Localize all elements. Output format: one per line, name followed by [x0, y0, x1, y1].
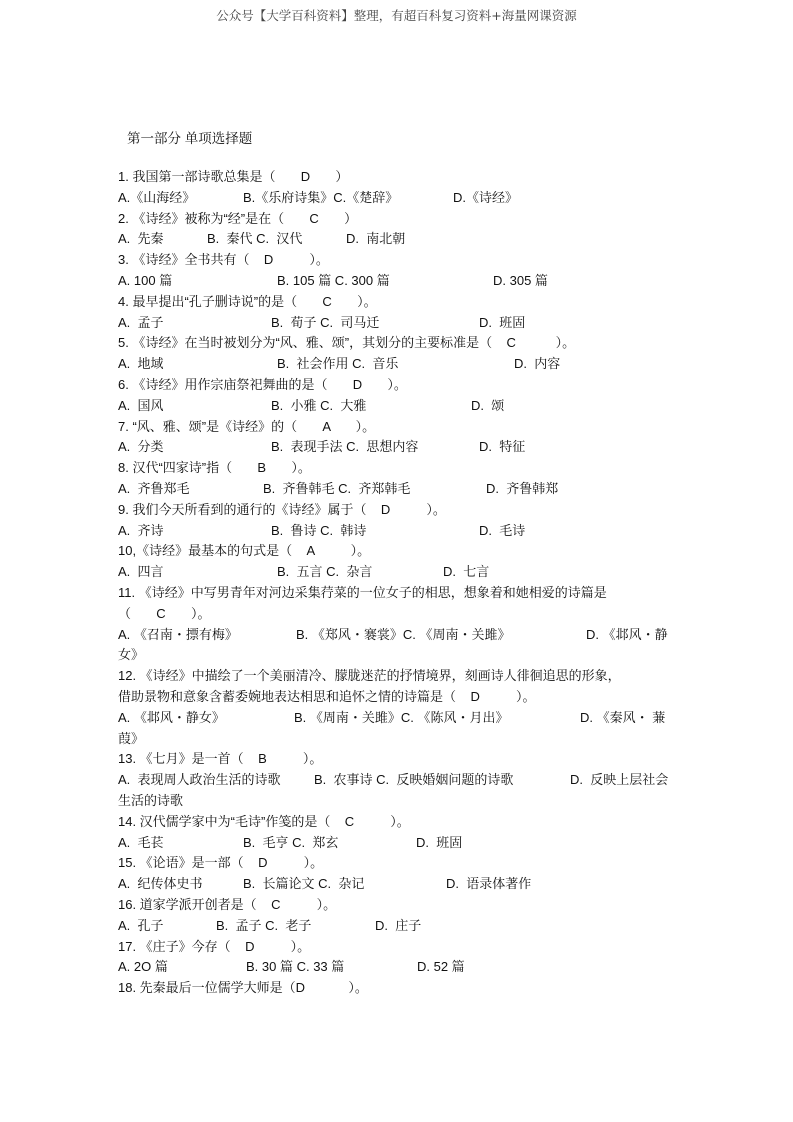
- answer-options: A. 地域: [118, 356, 164, 372]
- question-stem: 9. 我们今天所看到的通行的《诗经》属于（ D ）。: [118, 501, 446, 517]
- answer-options: A. 国风: [118, 397, 164, 413]
- question-stem: 12. 《诗经》中描绘了一个美丽清冷、朦胧迷茫的抒情境界，刻画诗人徘徊追思的形象，: [118, 668, 621, 684]
- section-title: 第一部分 单项选择题: [127, 131, 253, 146]
- answer-options: A. 100 篇: [118, 273, 173, 288]
- answer-options: B. 五言 C. 杂言: [277, 564, 373, 580]
- answer-options: D. 庄子: [375, 917, 422, 933]
- answer-options: A. 《邶风・静女》: [118, 709, 225, 725]
- question-stem: 17. 《庄子》今存（ D ）。: [118, 938, 311, 954]
- answer-options: D. 《邶风・静: [586, 626, 668, 642]
- answer-options: D. 305 篇: [493, 273, 548, 288]
- answer-options: A. 毛苌: [118, 834, 164, 850]
- answer-options: A. 孔子: [118, 917, 164, 933]
- answer-options: B.《乐府诗集》C.《楚辞》: [243, 189, 399, 205]
- answer-options: D.《诗经》: [453, 189, 519, 205]
- answer-options: D. 颂: [471, 397, 505, 413]
- answer-options: D. 班固: [479, 314, 526, 330]
- answer-options: D. 语录体著作: [446, 876, 532, 892]
- answer-options: A. 《召南・摽有梅》: [118, 626, 238, 642]
- answer-options: D. 七言: [443, 564, 490, 580]
- answer-options: A. 齐诗: [118, 522, 164, 538]
- answer-options: A. 四言: [118, 564, 164, 580]
- question-stem: 10,《诗经》最基本的句式是（ A ）。: [118, 543, 371, 559]
- answer-options: D. 52 篇: [417, 959, 465, 975]
- answer-options: D. 班固: [416, 834, 463, 850]
- answer-options: D. 毛诗: [479, 522, 526, 538]
- question-stem: 13. 《七月》是一首（ B ）。: [118, 751, 323, 767]
- question-stem: 1. 我国第一部诗歌总集是（ D ）: [118, 169, 349, 184]
- answer-options: B. 小雅 C. 大雅: [271, 397, 367, 413]
- question-stem: 7. “风、雅、颂”是《诗经》的（ A ）。: [118, 418, 376, 434]
- answer-options: A. 先秦: [118, 231, 164, 247]
- answer-options: A. 2O 篇: [118, 959, 168, 975]
- answer-options: B. 农事诗 C. 反映婚姻问题的诗歌: [314, 772, 514, 788]
- answer-options: B. 105 篇 C. 300 篇: [277, 273, 390, 288]
- answer-options: B. 长篇论文 C. 杂记: [243, 876, 365, 892]
- question-stem: 18. 先秦最后一位儒学大师是（D ）。: [118, 980, 368, 996]
- answer-options: D. 内容: [514, 356, 561, 372]
- answer-options: B. 表现手法 C. 思想内容: [271, 439, 419, 455]
- answer-options: A. 孟子: [118, 314, 164, 330]
- answer-options: A. 纪传体史书: [118, 876, 203, 892]
- question-stem: 16. 道家学派开创者是（ C ）。: [118, 897, 337, 912]
- answer-options: B. 荀子 C. 司马迁: [271, 314, 380, 330]
- question-stem: 15. 《论语》是一部（ D ）。: [118, 855, 324, 871]
- answer-options: D. 特征: [479, 439, 526, 455]
- answer-option-continued: 女》: [118, 647, 145, 663]
- answer-options: D. 反映上层社会: [570, 772, 669, 788]
- answer-options: B. 秦代 C. 汉代: [207, 231, 303, 247]
- answer-options: A. 齐鲁郑毛: [118, 481, 190, 496]
- question-stem: 3. 《诗经》全书共有（ D ）。: [118, 252, 329, 268]
- question-stem: 11. 《诗经》中写男青年对河边采集荇菜的一位女子的相思，想象着和她相爱的诗篇是: [118, 585, 607, 600]
- question-stem: 2. 《诗经》被称为“经”是在（ C ）: [118, 210, 358, 226]
- answer-options: B. 30 篇 C. 33 篇: [246, 959, 345, 975]
- answer-options: B. 鲁诗 C. 韩诗: [271, 522, 367, 538]
- answer-options: B. 《周南・关雎》C. 《陈风・月出》: [294, 709, 509, 725]
- answer-options: D. 南北朝: [346, 231, 406, 247]
- answer-options: B. 孟子 C. 老子: [216, 917, 312, 933]
- answer-options: B. 社会作用 C. 音乐: [277, 356, 399, 372]
- answer-options: B. 《郑风・褰裳》C. 《周南・关雎》: [296, 626, 511, 642]
- answer-options: D. 齐鲁韩郑: [486, 481, 559, 496]
- answer-options: D. 《秦风・ 蒹: [580, 709, 666, 725]
- answer-option-continued: 生活的诗歌: [118, 793, 184, 808]
- answer-options: B. 毛亨 C. 郑玄: [243, 834, 339, 850]
- answer-options: A.《山海经》: [118, 189, 196, 205]
- question-stem: 借助景物和意象含蓄委婉地表达相思和追怀之情的诗篇是（ D ）。: [118, 689, 536, 704]
- question-stem: 5. 《诗经》在当时被划分为“风、雅、颂”，其划分的主要标准是（ C ）。: [118, 335, 576, 351]
- page-header-note: 公众号【大学百科资料】整理，有超百科复习资料+海量网课资源: [216, 8, 577, 23]
- question-stem: （ C ）。: [118, 605, 211, 621]
- question-stem: 4. 最早提出“孔子删诗说”的是（ C ）。: [118, 293, 377, 309]
- question-stem: 14. 汉代儒学家中为“毛诗”作笺的是（ C ）。: [118, 813, 410, 829]
- question-stem: 8. 汉代“四家诗”指（ B ）。: [118, 460, 311, 476]
- answer-options: A. 分类: [118, 439, 164, 455]
- answer-options: B. 齐鲁韩毛 C. 齐郑韩毛: [263, 481, 411, 496]
- answer-options: A. 表现周人政治生活的诗歌: [118, 772, 281, 788]
- question-stem: 6. 《诗经》用作宗庙祭祀舞曲的是（ D ）。: [118, 377, 407, 392]
- answer-option-continued: 葭》: [118, 730, 145, 746]
